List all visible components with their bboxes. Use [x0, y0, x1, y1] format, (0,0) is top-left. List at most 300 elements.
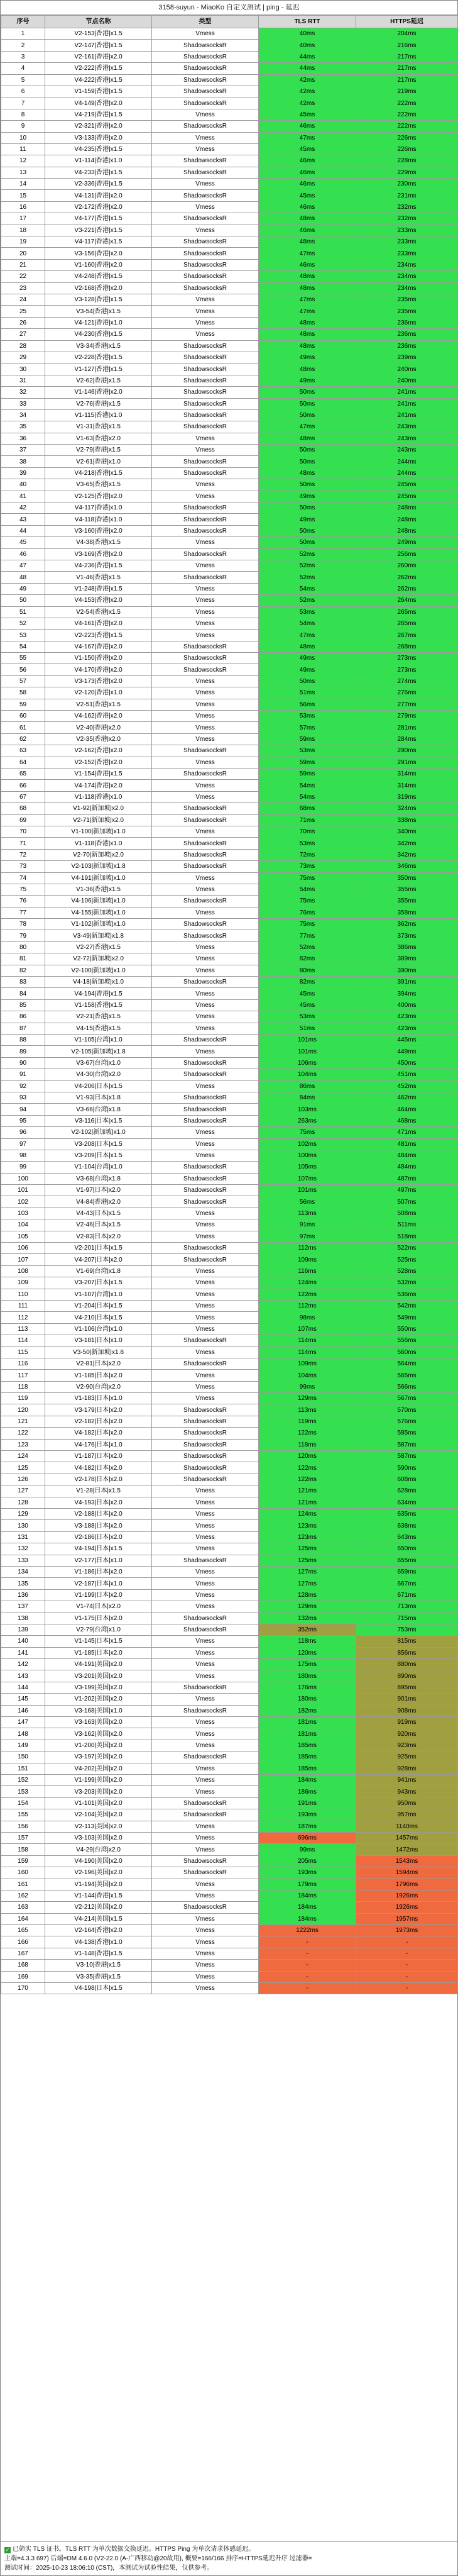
row-index: 138	[1, 1613, 45, 1624]
table-row	[1, 1497, 458, 1508]
https-latency: 394ms	[356, 988, 458, 999]
node-type: Vmess	[152, 791, 259, 802]
node-type: Vmess	[152, 1578, 259, 1589]
row-index: 107	[1, 1254, 45, 1265]
table-row	[1, 560, 458, 571]
https-latency: 560ms	[356, 1346, 458, 1358]
row-index: 112	[1, 1312, 45, 1323]
https-latency: 449ms	[356, 1046, 458, 1057]
node-type: ShadowsocksR	[152, 456, 259, 467]
node-type: Vmess	[152, 1890, 259, 1901]
table-row	[1, 919, 458, 930]
node-name: V1-144|香港|x1.5	[45, 1890, 152, 1901]
https-latency: 265ms	[356, 606, 458, 618]
row-index: 52	[1, 618, 45, 629]
https-latency: 923ms	[356, 1740, 458, 1751]
node-type: ShadowsocksR	[152, 1185, 259, 1196]
table-row	[1, 826, 458, 837]
tls-rtt: 47ms	[259, 294, 356, 305]
tls-rtt: 49ms	[259, 664, 356, 675]
tls-rtt: 48ms	[259, 317, 356, 328]
table-row	[1, 1740, 458, 1751]
node-type: ShadowsocksR	[152, 525, 259, 536]
row-index: 12	[1, 155, 45, 167]
tls-rtt: 53ms	[259, 838, 356, 849]
row-index: 62	[1, 733, 45, 745]
tls-rtt: 50ms	[259, 409, 356, 421]
row-index: 148	[1, 1728, 45, 1740]
table-row	[1, 1601, 458, 1613]
node-type: Vmess	[152, 733, 259, 745]
node-type: Vmess	[152, 1774, 259, 1785]
node-name: V4-182|日本|x2.0	[45, 1428, 152, 1439]
https-latency: 233ms	[356, 248, 458, 259]
node-name: V4-149|香港|x2.0	[45, 97, 152, 109]
table-row	[1, 121, 458, 132]
table-row	[1, 109, 458, 120]
table-row	[1, 583, 458, 594]
row-index: 123	[1, 1439, 45, 1450]
table-row	[1, 595, 458, 606]
node-type: Vmess	[152, 1925, 259, 1936]
node-name: V2-222|香港|x1.5	[45, 63, 152, 74]
node-name: V1-107|台湾|x1.0	[45, 1289, 152, 1300]
https-latency: 233ms	[356, 236, 458, 248]
https-latency: 244ms	[356, 456, 458, 467]
tls-rtt: 44ms	[259, 51, 356, 62]
row-index: 142	[1, 1659, 45, 1670]
table-row	[1, 1682, 458, 1693]
row-index: 152	[1, 1774, 45, 1785]
node-name: V3-208|日本|x1.5	[45, 1138, 152, 1150]
table-row	[1, 259, 458, 270]
node-type: ShadowsocksR	[152, 271, 259, 282]
table-row	[1, 1023, 458, 1034]
row-index: 42	[1, 502, 45, 514]
table-row	[1, 1543, 458, 1555]
https-latency: 233ms	[356, 225, 458, 236]
node-type: Vmess	[152, 630, 259, 641]
node-name: V2-168|香港|x2.0	[45, 282, 152, 294]
https-latency: 880ms	[356, 1659, 458, 1670]
tls-rtt: 46ms	[259, 201, 356, 213]
row-index: 108	[1, 1265, 45, 1277]
tls-rtt: 54ms	[259, 791, 356, 802]
row-index: 106	[1, 1243, 45, 1254]
node-type: ShadowsocksR	[152, 838, 259, 849]
table-row	[1, 745, 458, 757]
node-name: V4-230|香港|x1.5	[45, 329, 152, 340]
node-type: ShadowsocksR	[152, 930, 259, 941]
node-type: ShadowsocksR	[152, 51, 259, 62]
tls-rtt: 91ms	[259, 1219, 356, 1231]
node-name: V3-203|美国|x2.0	[45, 1786, 152, 1797]
node-name: V3-221|香港|x1.5	[45, 225, 152, 236]
https-latency: 890ms	[356, 1670, 458, 1682]
node-type: Vmess	[152, 560, 259, 571]
tls-rtt: 184ms	[259, 1913, 356, 1924]
node-name: V4-202|美国|x2.0	[45, 1763, 152, 1774]
node-name: V1-159|香港|x1.5	[45, 86, 152, 97]
table-row	[1, 1531, 458, 1543]
node-name: V2-120|香港|x1.0	[45, 687, 152, 699]
node-name: V2-21|香港|x1.5	[45, 1011, 152, 1023]
row-index: 132	[1, 1543, 45, 1555]
table-row	[1, 248, 458, 259]
node-type: ShadowsocksR	[152, 1115, 259, 1126]
table-row	[1, 1381, 458, 1392]
https-latency: 264ms	[356, 595, 458, 606]
row-index: 73	[1, 861, 45, 872]
tls-rtt: 75ms	[259, 1127, 356, 1138]
node-name: V1-100|新加坡|x1.0	[45, 826, 152, 837]
node-name: V3-133|香港|x2.0	[45, 132, 152, 143]
row-index: 24	[1, 294, 45, 305]
tls-rtt: 52ms	[259, 548, 356, 560]
row-index: 139	[1, 1624, 45, 1635]
node-name: V2-153|香港|x1.5	[45, 28, 152, 40]
node-name: V3-68|台湾|x1.8	[45, 1173, 152, 1184]
node-type: ShadowsocksR	[152, 1173, 259, 1184]
row-index: 101	[1, 1185, 45, 1196]
node-type: Vmess	[152, 872, 259, 884]
tls-rtt: 54ms	[259, 780, 356, 791]
node-type: Vmess	[152, 1219, 259, 1231]
tls-rtt: 48ms	[259, 282, 356, 294]
row-index: 145	[1, 1694, 45, 1705]
table-row	[1, 1404, 458, 1416]
https-latency: 240ms	[356, 364, 458, 375]
node-name: V1-114|香港|x1.0	[45, 155, 152, 167]
row-index: 150	[1, 1752, 45, 1763]
tls-rtt: 48ms	[259, 364, 356, 375]
table-row	[1, 977, 458, 988]
node-name: V2-102|新加坡|x1.0	[45, 1127, 152, 1138]
footer-line-2: 主端=4.3.3 697) 后端=DM 4.6.0 (V2-22.0 (A-广西移动@20故用), 概要=166/166 排序=HTTPS延迟升序 过滤器=	[4, 2555, 312, 2562]
node-name: V2-46|日本|x1.5	[45, 1219, 152, 1231]
https-latency: 273ms	[356, 653, 458, 664]
https-latency: 236ms	[356, 317, 458, 328]
row-index: 68	[1, 803, 45, 814]
node-type: Vmess	[152, 1277, 259, 1289]
row-index: 169	[1, 1971, 45, 1982]
node-name: V1-199|日本|x2.0	[45, 1589, 152, 1601]
https-latency: 484ms	[356, 1162, 458, 1173]
node-type: ShadowsocksR	[152, 1797, 259, 1809]
node-name: V3-10|香港|x1.5	[45, 1960, 152, 1971]
table-row	[1, 1890, 458, 1901]
node-type: ShadowsocksR	[152, 236, 259, 248]
table-row	[1, 1925, 458, 1936]
node-name: V4-210|日本|x1.5	[45, 1312, 152, 1323]
https-latency: 239ms	[356, 352, 458, 363]
node-name: V3-66|台湾|x1.8	[45, 1104, 152, 1115]
node-type: ShadowsocksR	[152, 1069, 259, 1080]
table-row	[1, 294, 458, 305]
table-row	[1, 1809, 458, 1821]
node-type: Vmess	[152, 1381, 259, 1392]
row-index: 11	[1, 143, 45, 155]
table-row	[1, 838, 458, 849]
https-latency: 222ms	[356, 109, 458, 120]
table-row	[1, 1428, 458, 1439]
row-index: 25	[1, 306, 45, 317]
https-latency: 570ms	[356, 1404, 458, 1416]
tls-rtt: 102ms	[259, 1138, 356, 1150]
row-index: 130	[1, 1520, 45, 1531]
https-latency: -	[356, 1983, 458, 1994]
table-row	[1, 849, 458, 860]
row-index: 157	[1, 1832, 45, 1843]
node-type: ShadowsocksR	[152, 421, 259, 433]
table-row	[1, 236, 458, 248]
tls-rtt: 44ms	[259, 63, 356, 74]
tls-rtt: 107ms	[259, 1173, 356, 1184]
https-latency: 925ms	[356, 1752, 458, 1763]
tls-rtt: 47ms	[259, 421, 356, 433]
https-latency: 231ms	[356, 190, 458, 201]
tls-rtt: 59ms	[259, 757, 356, 768]
node-type: Vmess	[152, 757, 259, 768]
https-latency: 659ms	[356, 1566, 458, 1577]
row-index: 7	[1, 97, 45, 109]
https-latency: 566ms	[356, 1381, 458, 1392]
row-index: 137	[1, 1601, 45, 1613]
node-type: ShadowsocksR	[152, 1057, 259, 1069]
table-row	[1, 1393, 458, 1404]
table-row	[1, 1219, 458, 1231]
node-name: V2-186|日本|x2.0	[45, 1531, 152, 1543]
tls-rtt: 180ms	[259, 1670, 356, 1682]
tls-rtt: 54ms	[259, 583, 356, 594]
https-latency: 230ms	[356, 179, 458, 190]
https-latency: 634ms	[356, 1497, 458, 1508]
node-name: V4-162|香港|x2.0	[45, 711, 152, 722]
node-type: ShadowsocksR	[152, 63, 259, 74]
row-index: 22	[1, 271, 45, 282]
node-type: ShadowsocksR	[152, 190, 259, 201]
node-name: V4-176|日本|x1.0	[45, 1439, 152, 1450]
table-row	[1, 930, 458, 941]
https-latency: 229ms	[356, 167, 458, 178]
https-latency: 240ms	[356, 375, 458, 386]
tls-rtt: 47ms	[259, 630, 356, 641]
row-index: 38	[1, 456, 45, 467]
tls-rtt: 107ms	[259, 1323, 356, 1335]
row-index: 6	[1, 86, 45, 97]
tls-rtt: 101ms	[259, 1185, 356, 1196]
node-type: ShadowsocksR	[152, 398, 259, 409]
node-type: ShadowsocksR	[152, 1902, 259, 1913]
node-type: ShadowsocksR	[152, 1682, 259, 1693]
row-index: 78	[1, 919, 45, 930]
node-type: ShadowsocksR	[152, 121, 259, 132]
tls-rtt: 53ms	[259, 711, 356, 722]
table-row	[1, 1821, 458, 1832]
node-type: Vmess	[152, 965, 259, 976]
node-type: Vmess	[152, 1485, 259, 1497]
node-type: Vmess	[152, 1150, 259, 1161]
https-latency: 650ms	[356, 1543, 458, 1555]
table-row	[1, 213, 458, 225]
https-latency: 355ms	[356, 884, 458, 895]
node-name: V3-197|美国|x2.0	[45, 1752, 152, 1763]
table-row	[1, 456, 458, 467]
tls-rtt: 101ms	[259, 1046, 356, 1057]
table-row	[1, 664, 458, 675]
table-row	[1, 1150, 458, 1161]
node-name: V4-138|香港|x1.0	[45, 1936, 152, 1948]
row-index: 147	[1, 1717, 45, 1728]
table-row	[1, 941, 458, 953]
https-latency: 587ms	[356, 1439, 458, 1450]
row-index: 92	[1, 1080, 45, 1092]
row-index: 124	[1, 1451, 45, 1462]
table-row	[1, 1451, 458, 1462]
table-row	[1, 814, 458, 826]
table-row	[1, 467, 458, 479]
node-name: V4-191|美国|x2.0	[45, 1659, 152, 1670]
row-index: 61	[1, 722, 45, 733]
table-row	[1, 1867, 458, 1879]
node-name: V2-223|香港|x1.5	[45, 630, 152, 641]
node-type: Vmess	[152, 1971, 259, 1982]
https-latency: 350ms	[356, 872, 458, 884]
node-name: V2-54|香港|x1.5	[45, 606, 152, 618]
row-index: 67	[1, 791, 45, 802]
row-index: 50	[1, 595, 45, 606]
node-type: ShadowsocksR	[152, 977, 259, 988]
node-type: Vmess	[152, 687, 259, 699]
node-name: V2-336|香港|x1.5	[45, 179, 152, 190]
tls-rtt: 103ms	[259, 1104, 356, 1115]
node-type: Vmess	[152, 143, 259, 155]
https-latency: 235ms	[356, 294, 458, 305]
tls-rtt: 193ms	[259, 1809, 356, 1821]
table-row	[1, 675, 458, 687]
node-name: V4-233|香港|x1.5	[45, 167, 152, 178]
tls-rtt: 71ms	[259, 814, 356, 826]
check-icon: ✓	[5, 2547, 10, 2553]
row-index: 35	[1, 421, 45, 433]
table-row	[1, 1208, 458, 1219]
node-type: ShadowsocksR	[152, 1034, 259, 1045]
row-index: 82	[1, 965, 45, 976]
node-name: V3-67|台湾|x1.0	[45, 1057, 152, 1069]
table-row	[1, 40, 458, 51]
node-name: V3-34|香港|x1.5	[45, 340, 152, 352]
row-index: 18	[1, 225, 45, 236]
tls-rtt: 109ms	[259, 1254, 356, 1265]
node-name: V4-170|香港|x2.0	[45, 664, 152, 675]
table-row	[1, 606, 458, 618]
https-latency: 507ms	[356, 1196, 458, 1208]
node-type: ShadowsocksR	[152, 1624, 259, 1635]
https-latency: 585ms	[356, 1428, 458, 1439]
row-index: 129	[1, 1509, 45, 1520]
tls-rtt: 49ms	[259, 375, 356, 386]
row-index: 63	[1, 745, 45, 757]
row-index: 127	[1, 1485, 45, 1497]
results-table	[1, 15, 458, 1994]
node-name: V2-104|美国|x2.0	[45, 1809, 152, 1821]
node-type: ShadowsocksR	[152, 1462, 259, 1474]
tls-rtt: 129ms	[259, 1601, 356, 1613]
row-index: 71	[1, 838, 45, 849]
table-row	[1, 1173, 458, 1184]
tls-rtt: 51ms	[259, 1023, 356, 1034]
tls-rtt: 185ms	[259, 1740, 356, 1751]
node-name: V3-50|新加坡|x1.8	[45, 1346, 152, 1358]
table-row	[1, 1636, 458, 1647]
node-type: ShadowsocksR	[152, 1867, 259, 1879]
row-index: 41	[1, 491, 45, 502]
https-latency: 290ms	[356, 745, 458, 757]
node-name: V2-321|香港|x2.0	[45, 121, 152, 132]
table-row	[1, 86, 458, 97]
node-type: Vmess	[152, 1670, 259, 1682]
https-latency: 452ms	[356, 1080, 458, 1092]
node-name: V1-118|香港|x1.0	[45, 791, 152, 802]
tls-rtt: 118ms	[259, 1439, 356, 1450]
table-row	[1, 445, 458, 456]
table-row	[1, 225, 458, 236]
tls-rtt: 50ms	[259, 675, 356, 687]
node-type: Vmess	[152, 225, 259, 236]
node-name: V1-74|日本|x2.0	[45, 1601, 152, 1613]
https-latency: 1796ms	[356, 1879, 458, 1890]
node-name: V2-177|日本|x1.0	[45, 1555, 152, 1566]
tls-rtt: 191ms	[259, 1797, 356, 1809]
tls-rtt: 119ms	[259, 1416, 356, 1427]
tls-rtt: -	[259, 1983, 356, 1994]
node-type: Vmess	[152, 1023, 259, 1034]
table-row	[1, 1855, 458, 1867]
node-name: V4-117|香港|x1.0	[45, 502, 152, 514]
row-index: 119	[1, 1393, 45, 1404]
node-name: V2-79|台湾|x1.0	[45, 1624, 152, 1635]
row-index: 75	[1, 884, 45, 895]
row-index: 28	[1, 340, 45, 352]
tls-rtt: 179ms	[259, 1879, 356, 1890]
node-type: ShadowsocksR	[152, 849, 259, 860]
table-row	[1, 74, 458, 86]
tls-rtt: 80ms	[259, 965, 356, 976]
node-type: ShadowsocksR	[152, 1809, 259, 1821]
https-latency: 324ms	[356, 803, 458, 814]
node-type: ShadowsocksR	[152, 259, 259, 270]
row-index: 37	[1, 445, 45, 456]
node-name: V1-185|日本|x2.0	[45, 1647, 152, 1658]
node-name: V2-76|香港|x1.5	[45, 398, 152, 409]
node-name: V1-160|香港|x2.0	[45, 259, 152, 270]
node-type: ShadowsocksR	[152, 641, 259, 652]
table-row	[1, 1670, 458, 1682]
node-type: ShadowsocksR	[152, 86, 259, 97]
node-type: Vmess	[152, 1046, 259, 1057]
https-latency: 957ms	[356, 1809, 458, 1821]
table-row	[1, 757, 458, 768]
node-name: V1-146|香港|x2.0	[45, 387, 152, 398]
tls-rtt: 40ms	[259, 40, 356, 51]
table-row	[1, 884, 458, 895]
node-name: V4-194|日本|x1.5	[45, 1543, 152, 1555]
row-index: 89	[1, 1046, 45, 1057]
node-type: ShadowsocksR	[152, 1335, 259, 1346]
row-index: 79	[1, 930, 45, 941]
node-name: V4-236|香港|x1.5	[45, 560, 152, 571]
node-type: ShadowsocksR	[152, 1613, 259, 1624]
